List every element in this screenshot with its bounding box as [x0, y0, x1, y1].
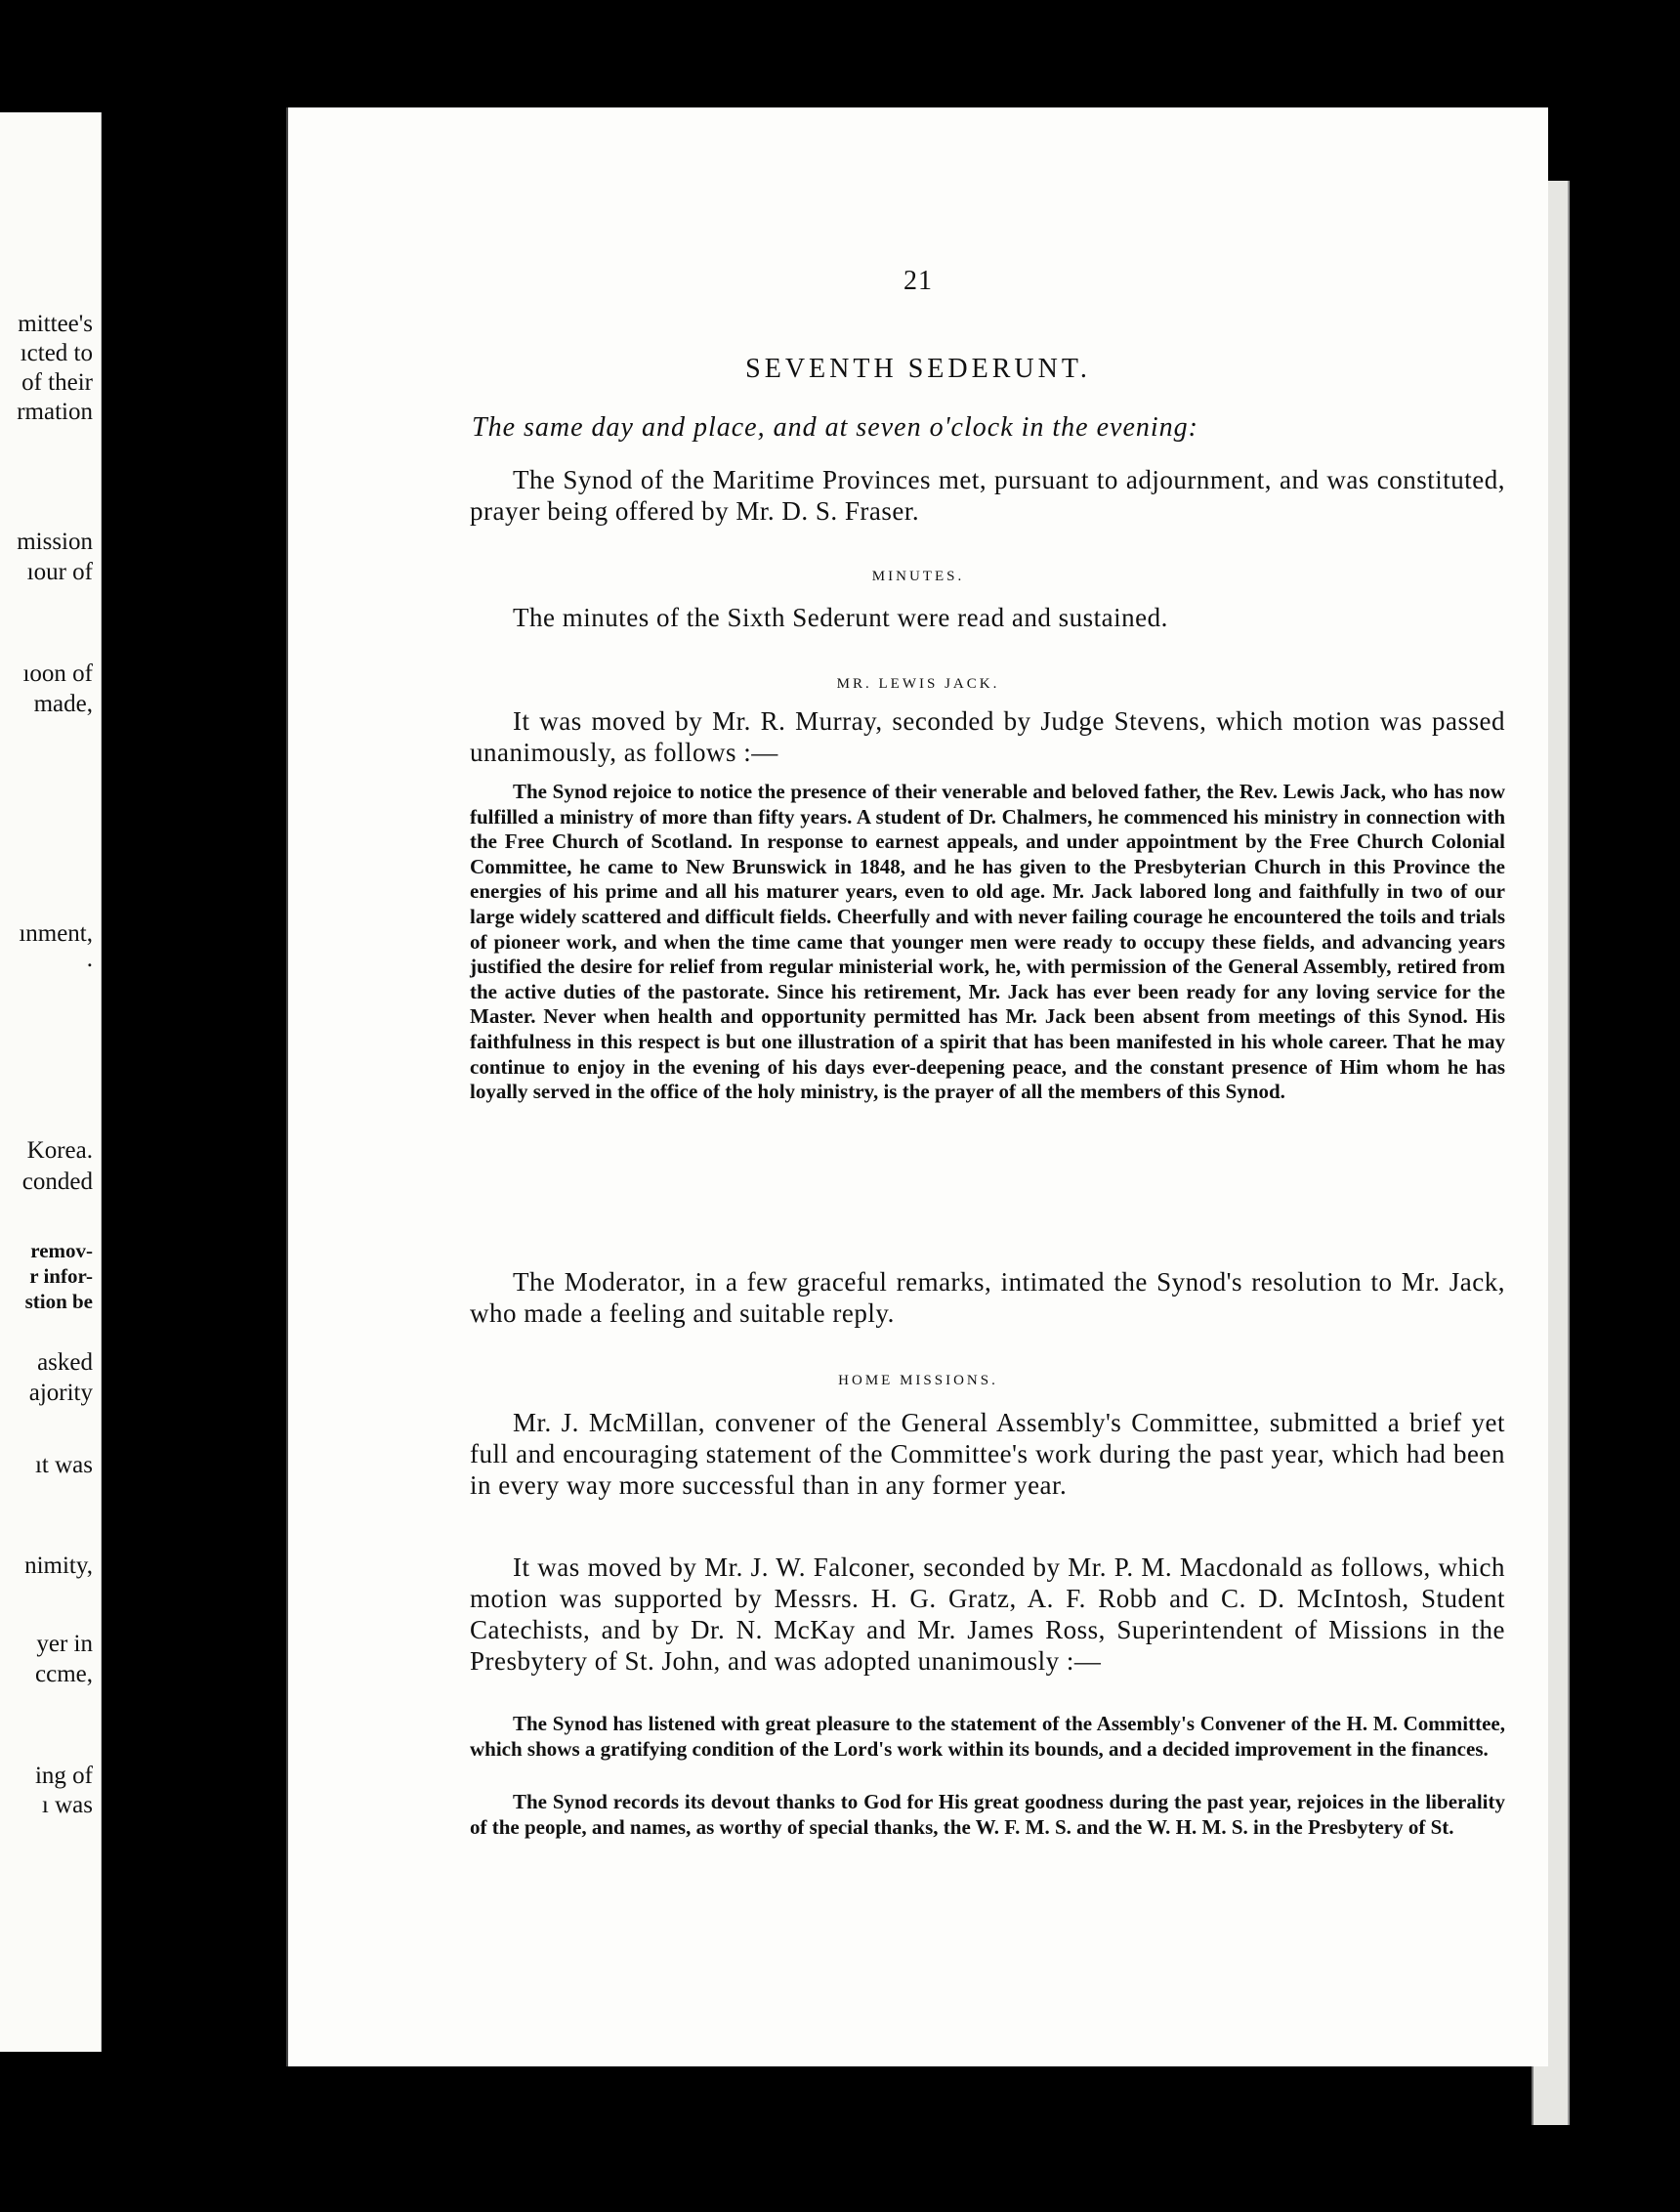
home-missions-heading: HOME MISSIONS.	[838, 1373, 998, 1388]
left-line: ıour of	[26, 559, 93, 585]
missions-paragraph-2: It was moved by Mr. J. W. Falconer, seconded by Mr. P. M. Macdonald as follows, which motion was supported by Messrs. H. G. Gratz, A. F. Robb and C. D. McIntosh, Student Catechists, and by Dr. N. McKay and Mr. James Ross, Superintendent of Missions in the Presbytery of St. John, and was adopted unanimously :—	[470, 1553, 1505, 1676]
left-line: ınment,	[19, 920, 93, 947]
page-number: 21	[903, 266, 933, 296]
left-line: asked	[37, 1349, 93, 1376]
left-line: yer in	[36, 1631, 93, 1657]
left-line: ı was	[41, 1792, 93, 1818]
left-line: r infor-	[29, 1264, 93, 1288]
left-line: made,	[33, 691, 93, 717]
left-line: ccme,	[35, 1661, 93, 1687]
jack-reply-paragraph: The Moderator, in a few graceful remarks, intimated the Synod's resolution to Mr. Jack, who made a feeling and suitable reply.	[470, 1267, 1505, 1328]
sederunt-heading: SEVENTH SEDERUNT.	[745, 354, 1091, 384]
left-line: ıoon of	[22, 660, 93, 687]
left-line: of their	[21, 369, 93, 396]
missions-resolution-2: The Synod records its devout thanks to God for His great goodness during the past year, rejoices in the liberality of the people, and names, as worthy of special thanks, the W. F. M. S. and the W. H. M. S. in the Presbytery of St.	[470, 1790, 1505, 1839]
left-line: .	[86, 946, 93, 972]
left-line: mittee's	[18, 311, 93, 337]
left-line: stion be	[24, 1290, 93, 1313]
left-line: nimity,	[24, 1553, 93, 1579]
left-line: ajority	[28, 1380, 93, 1406]
left-line: Korea.	[26, 1137, 93, 1164]
jack-heading: MR. LEWIS JACK.	[836, 676, 1000, 692]
left-line: rmation	[17, 399, 93, 425]
left-line: ıt was	[34, 1452, 93, 1478]
left-line: ıcted to	[20, 340, 93, 366]
left-line: mission	[17, 529, 93, 555]
left-line: ing of	[34, 1763, 93, 1789]
jack-motion-paragraph: It was moved by Mr. R. Murray, seconded by Judge Stevens, which motion was passed unanimously, as follows :—	[470, 706, 1505, 767]
opening-paragraph: The Synod of the Maritime Provinces met, pursuant to adjournment, and was constituted, prayer being offered by Mr. D. S. Fraser.	[470, 465, 1505, 526]
missions-resolution-1: The Synod has listened with great pleasure to the statement of the Assembly's Convener of the H. M. Committee, which shows a gratifying condition of the Lord's work within its bounds, and a decided improvement in the finances.	[470, 1712, 1505, 1761]
jack-resolution-paragraph: The Synod rejoice to notice the presence of their venerable and beloved father, the Rev. Lewis Jack, who has now fulfilled a ministry of more than fifty years. A student of Dr. Chalmers, he commenced his ministry in connection with the Free Church of Scotland. In response to earnest appeals, and under appointment by the Free Church Colonial Committee, he came to New Brunswick in 1848, and he has given to the Presbyterian Church in this Province the energies of his prime and all his maturer years, even to old age. Mr. Jack labored long and faithfully in two of our large widely scattered and difficult fields. Cheerfully and with never failing courage he encountered the toils and trials of pioneer work, and when the time came that younger men were ready to occupy these fields, and advancing years justified the desire for relief from regular ministerial work, he, with permission of the General Assembly, retired from the active duties of the pastorate. Since his retirement, Mr. Jack has ever been ready for any loving service for the Master. Never when health and opportunity permitted has Mr. Jack been absent from meetings of this Synod. His faithfulness in this respect is but one illustration of a spirit that has been manifested in his whole career. That he may continue to enjoy in the evening of his days ever-deepening peace, and the constant presence of Him whom he has loyally served in the office of the holy ministry, is the prayer of all the members of this Synod.	[470, 780, 1505, 1104]
missions-paragraph-1: Mr. J. McMillan, convener of the General Assembly's Committee, submitted a brief yet full and encouraging statement of the Committee's work during the past year, which had been in every way more successful than in any former year.	[470, 1408, 1505, 1500]
document-page	[286, 107, 1548, 2066]
minutes-paragraph: The minutes of the Sixth Sederunt were read and sustained.	[513, 603, 1168, 632]
left-line: remov-	[30, 1239, 93, 1262]
left-line: conded	[21, 1169, 93, 1195]
minutes-heading: MINUTES.	[871, 569, 965, 584]
session-intro: The same day and place, and at seven o'clock in the evening:	[472, 412, 1198, 443]
previous-page-fragment	[0, 112, 102, 2052]
